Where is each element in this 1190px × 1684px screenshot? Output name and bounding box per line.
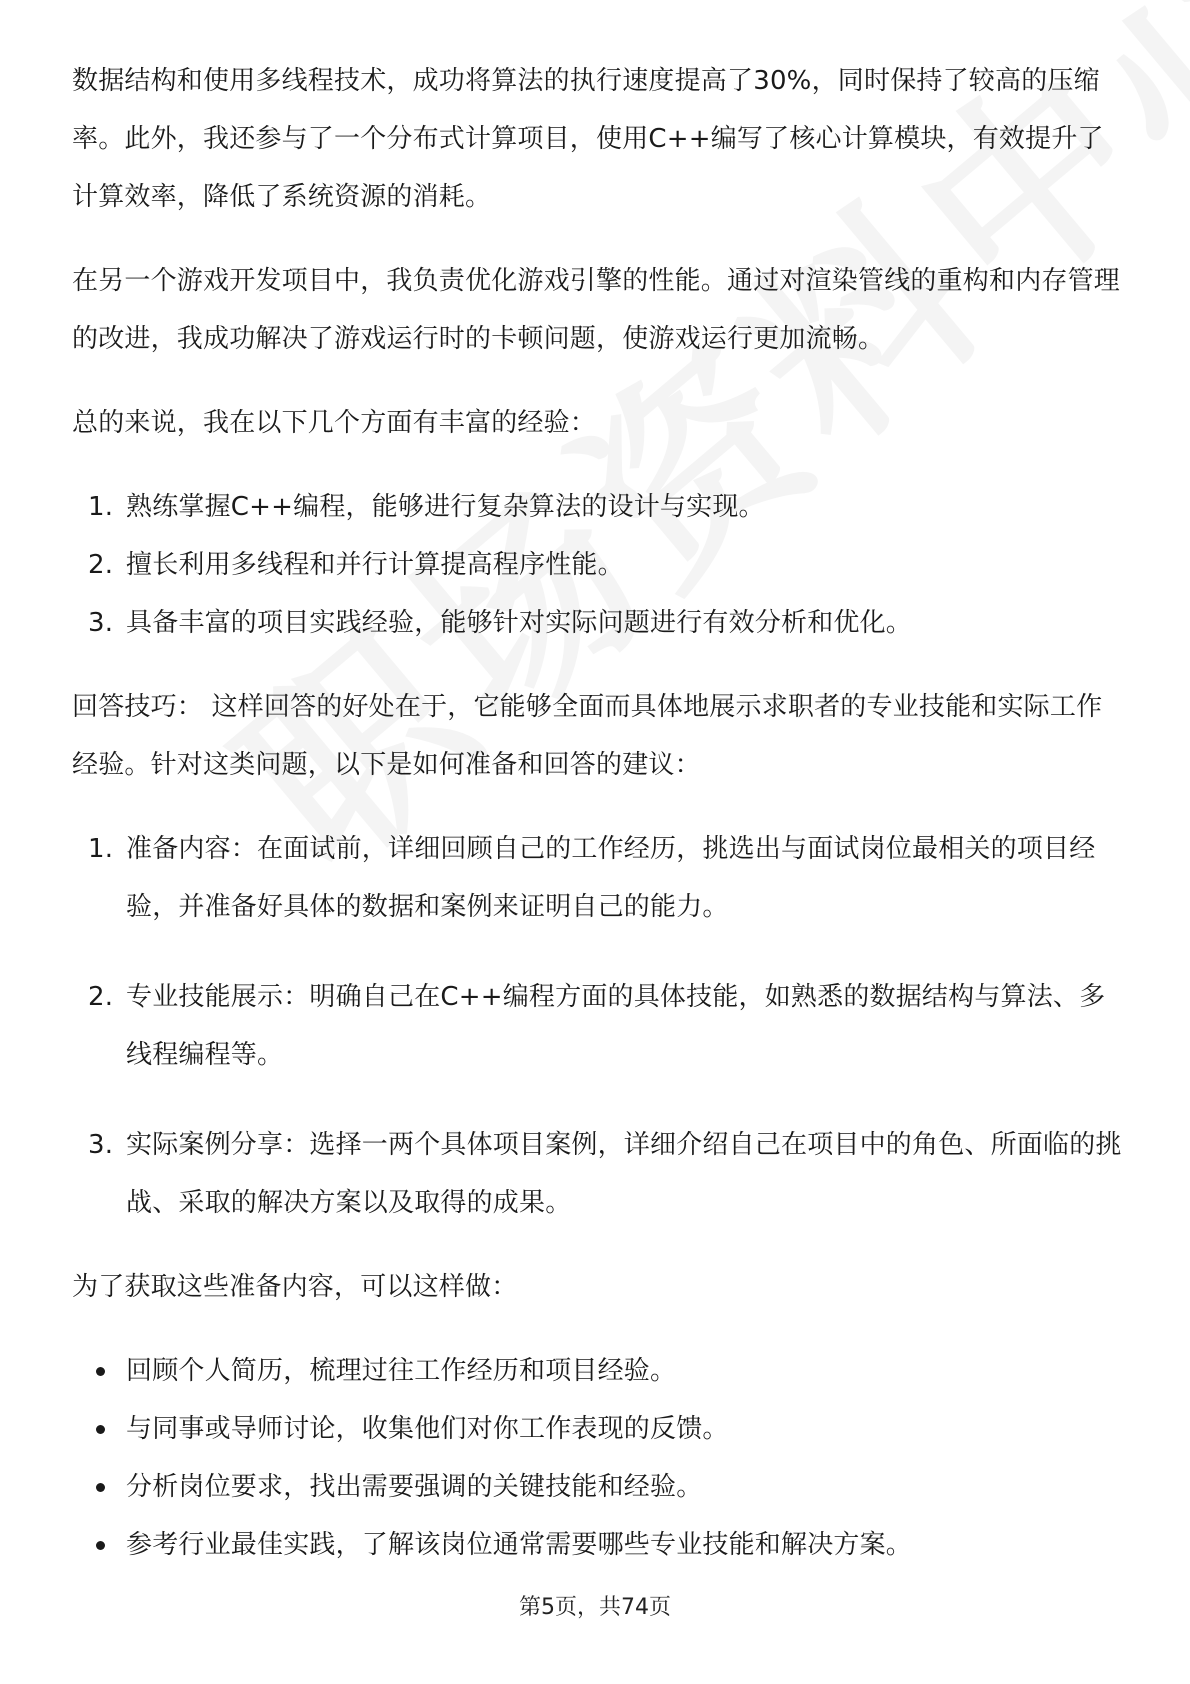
list-item-text: 与同事或导师讨论，收集他们对你工作表现的反馈。 bbox=[126, 1414, 729, 1444]
preparation-advice-list bbox=[72, 820, 1122, 1232]
bullet-icon bbox=[96, 1541, 105, 1550]
list-item bbox=[72, 968, 1122, 1084]
list-item-text: 准备内容：在面试前，详细回顾自己的工作经历，挑选出与面试岗位最相关的项目经验，并准备好具体的数据和案例来证明自己的能力。 bbox=[126, 834, 1096, 922]
list-number: 3. bbox=[88, 1130, 114, 1160]
list-item bbox=[72, 1400, 1122, 1458]
list-item-text: 参考行业最佳实践，了解该岗位通常需要哪些专业技能和解决方案。 bbox=[126, 1530, 913, 1560]
paragraph-game-project: 在另一个游戏开发项目中，我负责优化游戏引擎的性能。通过对渲染管线的重构和内存管理的改进，我成功解决了游戏运行时的卡顿问题，使游戏运行更加流畅。 bbox=[72, 266, 1121, 354]
page-number: 第5页，共74页 bbox=[519, 1595, 671, 1620]
list-item-text: 回顾个人简历，梳理过往工作经历和项目经验。 bbox=[126, 1356, 677, 1386]
bullet-icon bbox=[96, 1483, 105, 1492]
bullet-icon bbox=[96, 1367, 105, 1376]
list-item-text: 专业技能展示：明确自己在C++编程方面的具体技能，如熟悉的数据结构与算法、多线程编程等。 bbox=[126, 982, 1106, 1070]
list-item bbox=[72, 1458, 1122, 1516]
list-number: 2. bbox=[88, 982, 114, 1012]
list-item-text: 擅长利用多线程和并行计算提高程序性能。 bbox=[126, 550, 624, 580]
list-number: 1. bbox=[88, 492, 114, 522]
bullet-icon bbox=[96, 1425, 105, 1434]
paragraph-algorithm-experience: 数据结构和使用多线程技术，成功将算法的执行速度提高了30%，同时保持了较高的压缩率。此外，我还参与了一个分布式计算项目，使用C++编写了核心计算模块，有效提升了计算效率，降低了系统资源的消耗。 bbox=[72, 66, 1104, 212]
list-item bbox=[72, 820, 1122, 936]
list-number: 1. bbox=[88, 834, 114, 864]
list-item-text: 具备丰富的项目实践经验，能够针对实际问题进行有效分析和优化。 bbox=[126, 608, 913, 638]
paragraph-summary-intro: 总的来说，我在以下几个方面有丰富的经验： bbox=[72, 408, 597, 438]
paragraph-answer-tips: 回答技巧： 这样回答的好处在于，它能够全面而具体地展示求职者的专业技能和实际工作经验。针对这类问题，以下是如何准备和回答的建议： bbox=[72, 692, 1103, 780]
paragraph-how-to-prepare: 为了获取这些准备内容，可以这样做： bbox=[72, 1272, 518, 1302]
experience-list bbox=[72, 478, 1122, 652]
preparation-steps-list bbox=[72, 1342, 1122, 1574]
list-item bbox=[72, 1342, 1122, 1400]
list-item bbox=[72, 478, 1122, 536]
list-number: 3. bbox=[88, 608, 114, 638]
list-item-text: 实际案例分享：选择一两个具体项目案例，详细介绍自己在项目中的角色、所面临的挑战、采取的解决方案以及取得的成果。 bbox=[126, 1130, 1122, 1218]
list-item bbox=[72, 1116, 1122, 1232]
list-item-text: 熟练掌握C++编程，能够进行复杂算法的设计与实现。 bbox=[126, 492, 765, 522]
list-item bbox=[72, 594, 1122, 652]
list-item bbox=[72, 1516, 1122, 1574]
list-item bbox=[72, 536, 1122, 594]
document-body bbox=[72, 52, 1122, 1600]
list-number: 2. bbox=[88, 550, 114, 580]
list-item-text: 分析岗位要求，找出需要强调的关键技能和经验。 bbox=[126, 1472, 703, 1502]
